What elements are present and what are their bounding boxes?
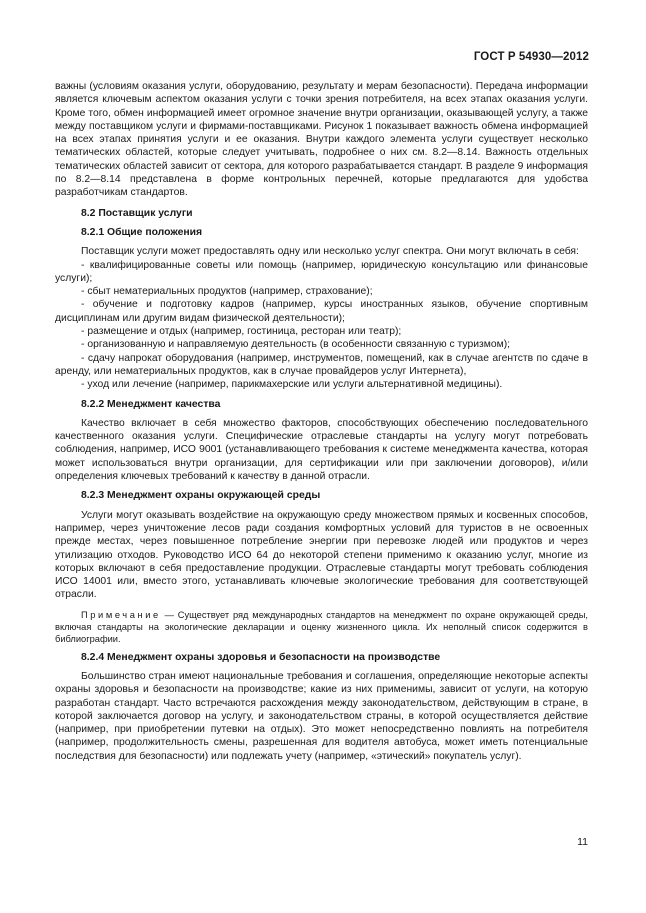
note-label: Примечание xyxy=(81,609,161,620)
document-code: ГОСТ Р 54930—2012 xyxy=(473,51,589,63)
section-8-2-2-paragraph: Качество включает в себя множество факторов, способствующих обеспечению последовательного качественного оказания услуги. Специфические отраслевые стандарты на услугу могут потребовать соблюдения, например, ИСО 9001 (устанавливающего требования к системе менеджмента качества, которая может использоваться внутри организации, для сертификации или при заключении договоров), и/или определения ключевых требований к качеству в данной отрасли. xyxy=(55,417,588,483)
section-8-2-4-paragraph: Большинство стран имеют национальные требования и соглашения, определяющие некоторые аспекты охраны здоровья и безопасности на производстве; какие из них применимы, зависит от услуги, на которую разработан стандарт. Часто встречаются расхождения между законодательством, действующим в стране, в которой заключается договор на услугу, и законодательством страны, в которой осуществляется действие (например, при приобретении путевки на отдых). Это может непосредственно повлиять на потребителя (например, продолжительность смены, разрешенная для водителя автобуса, может иметь потенциальные последствия для безопасности) или подлежать учету (например, «этический» покупатель услуг). xyxy=(55,670,588,762)
section-8-2-3-note xyxy=(55,609,588,645)
section-heading-8-2-4: 8.2.4 Менеджмент охраны здоровья и безопасности на производстве xyxy=(81,651,441,663)
list-item: - обучение и подготовку кадров (например, курсы иностранных языков, обучение спортивным дисциплинам или другим видам физической деятельности); xyxy=(55,299,588,324)
list-item: - сбыт нематериальных продуктов (например, страхование); xyxy=(81,286,373,298)
document-body xyxy=(55,80,588,763)
section-heading-8-2-1: 8.2.1 Общие положения xyxy=(81,226,203,238)
section-heading-8-2-2: 8.2.2 Менеджмент качества xyxy=(81,398,221,410)
section-8-2-1-lead: Поставщик услуги может предоставлять одну или несколько услуг спектра. Они могут включать в себя: xyxy=(81,246,579,258)
list-item: - организованную и направляемую деятельность (в особенности связанную с туризмом); xyxy=(81,339,511,351)
intro-paragraph: важны (условиям оказания услуги, оборудованию, результату и мерам безопасности). Передача информации является ключевым аспектом оказания услуги с точки зрения потребителя, на всех этапах оказания услуги. Кроме того, обмен информацией имеет огромное значение внутри организации, оказывающей услугу, а также между поставщиком услуги и фирмами-поставщиками. Рисунок 1 показывает важность обмена информацией на всех этапах принятия услуги и ее оказания. Внутри каждого элемента услуги существует несколько тематических областей, которые следует учитывать, подробнее о них см. 8.2—8.14. Важность отдельных тематических областей зависит от сектора, для которого разрабатывается стандарт. В разделе 9 информация по 8.2—8.14 представлена в форме контрольных перечней, которые предлагаются для удобства разработчикам стандартов. xyxy=(55,81,588,199)
list-item: - сдачу напрокат оборудования (например, инструментов, помещений, как в случае агентств по сдаче в аренду, или нематериальных продуктов, как в случае провайдеров услуг Интернета), xyxy=(55,352,588,377)
page-number: 11 xyxy=(577,836,588,848)
section-8-2-3-paragraph: Услуги могут оказывать воздействие на окружающую среду множеством прямых и косвенных способов, например, через уничтожение лесов ради создания комфортных условий для туристов в не освоенных прежде местах, через повышенное потребление энергии при перевозке людей или продуктов и через утилизацию отходов. Руководство ИСО 64 до некоторой степени применимо к оказанию услуг, многие из которых включают в себя предоставление продукции. Отраслевые стандарты могут требовать соблюдения ИСО 14001 или, вместо этого, устанавливать ключевые экологические требования для соответствующей отрасли. xyxy=(55,509,588,601)
section-heading-8-2-3: 8.2.3 Менеджмент охраны окружающей среды xyxy=(81,490,321,502)
list-item: - квалифицированные советы или помощь (например, юридическую консультацию или финансовые услуги); xyxy=(55,259,588,284)
list-item: - размещение и отдых (например, гостиница, ресторан или театр); xyxy=(81,326,402,338)
list-item: - уход или лечение (например, парикмахерские или услуги альтернативной медицины). xyxy=(81,379,503,391)
section-heading-8-2: 8.2 Поставщик услуги xyxy=(81,207,193,219)
note-text: — Существует ряд международных стандартов на менеджмент по охране окружающей среды, включая стандарты на экологические декларации и оценку жизненного цикла. Их неполный список содержится в библиографии. xyxy=(55,609,588,644)
